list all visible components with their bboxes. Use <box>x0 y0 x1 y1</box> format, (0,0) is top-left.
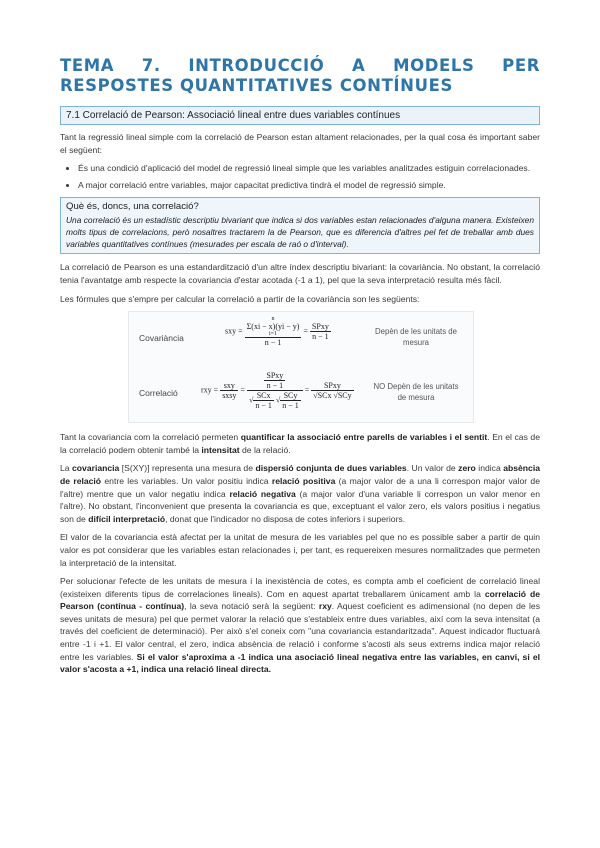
formula-row-correlation <box>129 367 473 422</box>
units-paragraph: El valor de la covariancia està afectat per la unitat de mesura de les variables pel que no es possible saber a partir de quin valor es pot considerar que les variables estan relacionades i, per tant, es requereixen mesures normalitzades que permeten la interpretació de la intensitat. <box>60 532 540 568</box>
cor-fraction-2: $\frac{\text{SPxy}}{n - 1}$ √ $\frac{\text{SCx}}{n - 1}$ √ $\frac{\text{SCy}}{n - 1}$ <box>247 371 303 410</box>
cov-sp: SPxy <box>311 322 329 332</box>
cov-sp-fraction <box>310 322 331 341</box>
cor-sp: SPxy <box>266 371 284 381</box>
formula-table <box>128 311 474 423</box>
cov-equals: = <box>303 326 308 336</box>
cor-sp-final: SPxy <box>311 381 353 391</box>
cor-sxsy: sxsy <box>222 391 237 401</box>
intro-paragraph: Tant la regressió lineal simple com la correlació de Pearson estan altament relacionades, per la qual cosa és important saber el següent: <box>60 132 540 155</box>
definition-box <box>60 197 540 254</box>
formula-row-covariance <box>129 312 473 367</box>
cov-fraction <box>245 316 302 347</box>
standardization-paragraph: La correlació de Pearson es una estandardització d'un altre índex descriptiu bivariant: la covariància. No obstant, la correlació tenia l'avantatge amb respecte la covariancia d'estar acotada (-1 a 1), pel que la seva interpretació resulta més fàcil. <box>60 262 540 285</box>
cov-denominator: n − 1 <box>264 338 282 348</box>
cor-n1: n − 1 <box>266 381 284 391</box>
correlation-label: Correlació <box>139 388 178 399</box>
box-question: Què és, doncs, una correlació? <box>66 201 199 213</box>
page-title: TEMA 7. INTRODUCCIÓ A MODELS PER RESPOSTES QUANTITATIVES CONTÍNUES <box>60 56 540 95</box>
cor-sxy: sxy <box>220 381 238 391</box>
quantify-paragraph: Tant la covariancia com la correlació permeten quantificar la associació entre parells de variables i el sentit. En el cas de la correlació podem obtenir també la intensitat de la relació. <box>60 432 540 455</box>
cov-lhs: sxy = <box>225 326 243 336</box>
correlation-note: NO Depèn de les unitats de mesura <box>373 382 459 403</box>
cov-sp-denominator: n − 1 <box>312 332 329 342</box>
sum-upper-limit: n <box>271 316 275 323</box>
cor-equals-2: = <box>304 385 310 395</box>
list-item: • A major correlació entre variables, major capacitat predictiva tindrà el model de regressió simple. <box>78 179 540 192</box>
solution-paragraph: Per solucionar l'efecte de les unitats de mesura i la inexistència de cotes, es compta amb el coeficient de correlació lineal (existeixen diferents tipus de correlaciones lineals). Com en aquest apartat treballarem únicament amb la correlació de Pearson (contínua - contínua), la seva notació serà la següent: rxy. Aquest coeficient es adimensional (no depen de les seves unitats de mesura) pel que permet valorar la relació que s'estableix entre dues variables, així com la seva intensitat (a través del coeficient de determinació). Per això s'el coneix com "una covariancia estandaritzada". Aquest indicador fluctuarà entre -1 i +1. El valor central, el zero, indica absència de relació i conforme s'acosti als seus extrems indica major relació entre les variables. Si el valor s'aproxima a -1 indica una asociació lineal negativa entre las variables, en canvi, si el valor s'acosta a +1, indica una relació lineal directa. <box>60 576 541 675</box>
section-heading: 7.1 Correlació de Pearson: Associació lineal entre dues variables contínues <box>60 106 540 125</box>
list-item: • És una condició d'aplicació del model de regressió lineal simple que les variables analitzades estiguin correlacionades. <box>78 162 540 175</box>
cor-scx: SCx <box>253 391 274 401</box>
cor-scy: SCy <box>280 391 301 401</box>
correlation-formula <box>201 371 354 410</box>
cor-lhs: rxy = <box>201 385 219 395</box>
cor-fraction-1 <box>220 381 238 400</box>
covariance-label: Covariància <box>139 333 184 344</box>
bullet-list <box>60 162 540 191</box>
box-text: Una correlació és un estadístic descriptiu bivariant que indica si dos variables estan relacionades d'alguna manera. Existeixen molts tipus de correlacions, però nosaltres tractarem la de Pearson, que es diferencia d'altres pel fet de treballar amb dues variables quantitatives contínues (mesurades per escala de raó o d'interval). <box>66 215 534 250</box>
cor-equals-1: = <box>240 385 245 395</box>
cor-final-den: √SCx √SCy <box>313 391 352 401</box>
sum-lower-limit: i=1 <box>268 331 278 338</box>
document-page <box>60 56 540 682</box>
formulas-intro-paragraph: Les fórmules que s'empre per calcular la correlació a partir de la covariància son les següents: <box>60 293 420 304</box>
covariance-note: Depèn de les unitats de mesura <box>375 327 457 348</box>
covariance-formula <box>225 316 331 347</box>
covariance-paragraph: La covariancia [S(XY)] representa una mesura de dispersió conjunta de dues variables. Un valor de zero indica absència de relació entre les variables. Un valor positiu indica relació positiva (a major valor de a una li correspon major valor de l'altre) mentre que un valor negatiu indica relació negativa (a major valor d'una variable li correspon un valor menor en l'altre). No obstant, l'inconvenient que presenta la covariancia es que, exceptuant el valor zero, els valors positius i negatius son de difícil interpretació, donat que l'indicador no disposa de cotes inferiors i superiors. <box>60 463 540 524</box>
cor-fraction-3 <box>311 381 353 400</box>
cov-sum: Σ(xi − x)(yi − y) <box>246 322 300 332</box>
